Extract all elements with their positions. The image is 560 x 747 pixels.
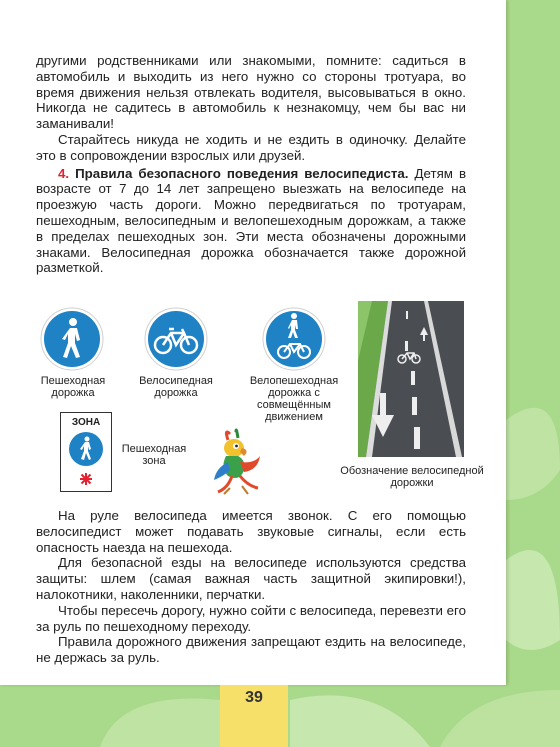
pedestrian-zone-sign [60, 412, 112, 492]
caption-bicycle-path: Велосипедная дорожка [139, 375, 213, 399]
page-number-badge [220, 685, 288, 747]
section-4 [36, 166, 466, 277]
caption-pedestrian-zone: Пешеходная зона [121, 443, 187, 467]
caption-shared-path: Велопешеходная дорожка с совмещённым движением [249, 375, 339, 423]
text-block-top [36, 53, 466, 276]
paragraph-5: Для безопасной езды на велосипеде используются средства защиты: шлем (самая важная часть защитной экипировки!), налокотники, наколенники, перчатки. [36, 555, 466, 602]
pedestrian-icon [68, 431, 104, 467]
bike-path-marking-image [358, 301, 464, 457]
caption-bike-marking: Обозначение велосипедной дорожки [340, 465, 484, 489]
page-number: 39 [245, 689, 263, 706]
asterisk-icon [80, 473, 92, 485]
bicycle-path-sign-icon [144, 307, 208, 371]
paragraph-4: На руле велосипеда имеется звонок. С его помощью велосипедист может подавать звуковые сигналы, если есть опасность наезда на пешехода. [36, 508, 466, 555]
paragraph-1: другими родственниками или знакомыми, помните: садиться в автомобиль и выходить из него нужно со стороны тротуара, во время движения нельзя отвлекать водителя, высовываться в окно. Никогда не садитесь в автомобиль к незнакомцу, чем бы вас ни заманивали! [36, 53, 466, 132]
pedestrian-path-sign-icon [40, 307, 104, 371]
caption-pedestrian-path: Пешеходная дорожка [40, 375, 106, 399]
shared-path-sign-icon [262, 307, 326, 371]
text-block-bottom [36, 508, 466, 666]
zone-sign-label: ЗОНА [71, 417, 101, 428]
paragraph-3: Детям в возрасте от 7 до 14 лет запрещено выезжать на велосипеде на проезжую часть дороги. Можно передвигаться по тротуарам, пешеходным, велосипедным и велопешеходным дорожкам, а также в пределах пешеходных зон. Эти места обозначены дорожными знаками. Велосипедная дорожка обозначается также дорожной разметкой. [36, 165, 467, 276]
bike-path-photo [358, 301, 464, 457]
section-number: 4. [58, 165, 70, 181]
parrot-cartoon-icon [210, 428, 270, 496]
paragraph-6: Чтобы пересечь дорогу, нужно сойти с велосипеда, перевезти его за руль по пешеходному переходу. [36, 602, 466, 634]
paragraph-7: Правила дорожного движения запрещают ездить на велосипеде, не держась за руль. [36, 634, 466, 666]
section-heading: 4. Правила безопасного поведения велосипедиста. [58, 165, 409, 181]
paragraph-2: Старайтесь никуда не ходить и не ездить в одиночку. Делайте это в сопровождении взрослых или друзей. [36, 131, 466, 163]
